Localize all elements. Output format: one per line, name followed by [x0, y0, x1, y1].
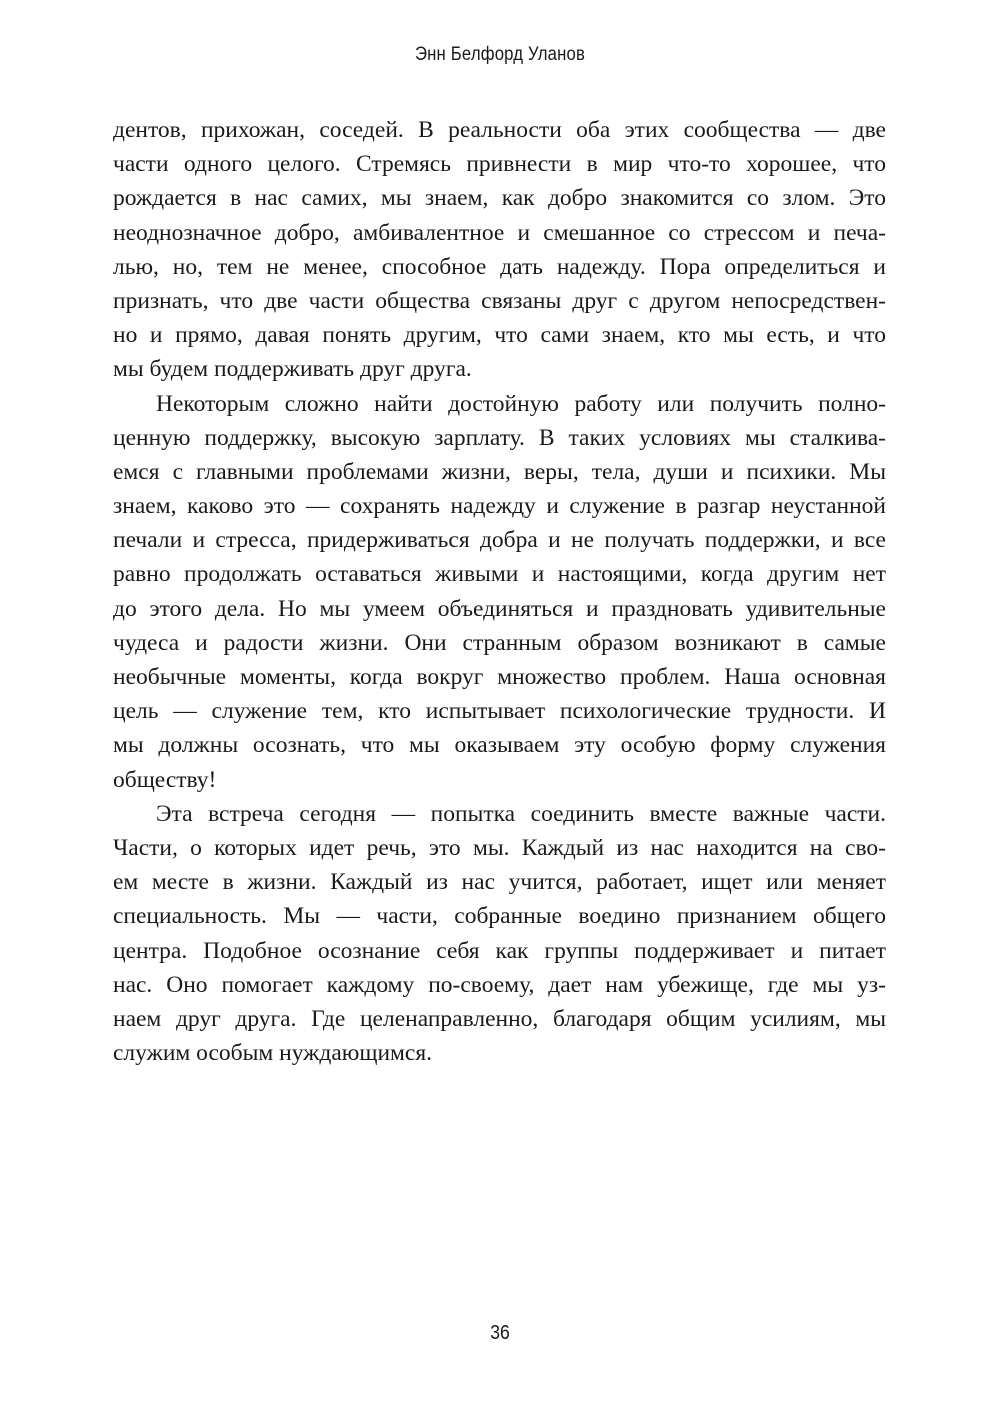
text-line: Некоторым сложно найти достойную работу или получить полно- — [156, 390, 886, 417]
text-line: до этого дела. Но мы умеем объединяться и праздновать удивительные — [113, 595, 886, 622]
text-line: служим особым нуждающимся. — [113, 1040, 433, 1067]
text-line: мы должны осознать, что мы оказываем эту особую форму служения — [113, 732, 886, 759]
text-line: Части, о которых идет речь, это мы. Каждый из нас находится на сво- — [113, 834, 886, 861]
text-line: чудеса и радости жизни. Они странным образом возникают в самые — [113, 629, 886, 656]
paragraph — [113, 113, 886, 387]
page-number: 36 — [490, 1322, 510, 1344]
body-text — [113, 113, 886, 1070]
text-line: центра. Подобное осознание себя как группы поддерживает и питает — [113, 937, 886, 964]
text-line: ценную поддержку, высокую зарплату. В таких условиях мы сталкива- — [113, 424, 886, 451]
text-line: лью, но, тем не менее, способное дать надежду. Пора определиться и — [113, 253, 886, 280]
text-line: цель — служение тем, кто испытывает психологические трудности. И — [113, 698, 886, 725]
paragraph — [113, 387, 886, 797]
text-line: ем месте в жизни. Каждый из нас учится, работает, ищет или меняет — [113, 869, 886, 896]
text-line: емся с главными проблемами жизни, веры, тела, души и психики. Мы — [113, 458, 886, 485]
text-line: равно продолжать оставаться живыми и настоящими, когда другим нет — [113, 561, 886, 588]
text-line: необычные моменты, когда вокруг множество проблем. Наша основная — [113, 664, 886, 690]
running-header: Энн Белфорд Уланов — [414, 44, 586, 65]
text-line: наем друг друга. Где целенаправленно, благодаря общим усилиям, мы — [113, 1005, 886, 1032]
text-line: мы будем поддерживать друг друга. — [113, 356, 472, 383]
text-line: печали и стресса, придерживаться добра и не получать поддержки, и все — [113, 527, 886, 554]
text-line: обществу! — [113, 766, 217, 793]
text-line: неоднозначное добро, амбивалентное и смешанное со стрессом и печа- — [113, 219, 886, 246]
text-line: части одного целого. Стремясь привнести в мир что-то хорошее, что — [113, 151, 886, 178]
text-line: нас. Оно помогает каждому по-своему, дает нам убежище, где мы уз- — [113, 971, 886, 998]
text-line: но и прямо, давая понять другим, что сами знаем, кто мы есть, и что — [113, 322, 886, 349]
paragraph — [113, 797, 886, 1071]
text-line: знаем, каково это — сохранять надежду и служение в разгар неустанной — [113, 493, 886, 520]
text-line: признать, что две части общества связаны друг с другом непосредствен- — [113, 287, 886, 314]
text-line: рождается в нас самих, мы знаем, как добро знакомится со злом. Это — [113, 185, 886, 212]
text-line: специальность. Мы — части, собранные воедино признанием общего — [113, 903, 886, 930]
text-line: дентов, прихожан, соседей. В реальности оба этих сообщества — две — [113, 117, 886, 143]
text-line: Эта встреча сегодня — попытка соединить вместе важные части. — [156, 800, 886, 827]
